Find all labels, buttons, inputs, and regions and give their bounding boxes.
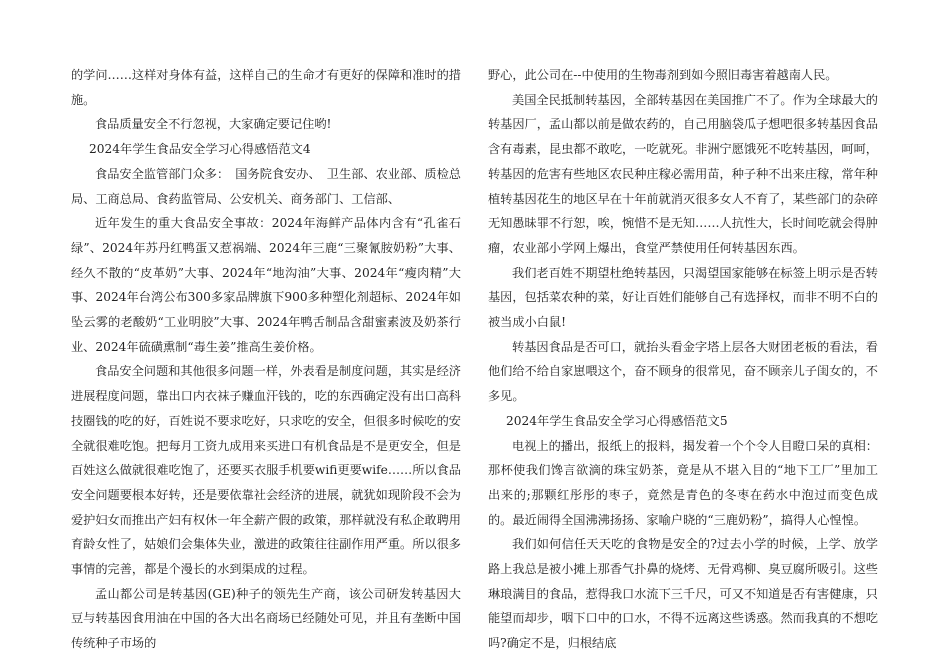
section-heading: 2024年学生食品安全学习心得感悟范文5 [506,413,728,428]
paragraph: 食品质量安全不行忽视，大家确定要记住哟! [95,117,332,132]
section-heading: 2024年学生食品安全学习心得感悟范文4 [89,142,311,157]
paragraph: 近年发生的重大食品安全事故：2024年海鲜产品体内含有“孔雀石绿”、2024年苏丹红鸭蛋又惹祸端、2024年三鹿“三聚氰胺奶粉”大事、经久不散的“皮革奶”大事、2024年“地沟油”大事、2024年“瘦肉精”大事、2024年台湾公布300多家品牌旗下900多种塑化剂超标、2024年如坠云雾的老酸奶“工业明胶”大事、2024年鸭舌制品含甜蜜素波及奶茶行业、2024年硫磺熏制“毒生姜”推高生姜价格。 [71,216,461,354]
paragraph: 我们老百姓不期望杜绝转基因，只渴望国家能够在标签上明示是否转基因，包括菜农种的菜，好让百姓们能够自己有选择权，而非不明不白的被当成小白鼠! [488,265,878,330]
paragraph: 电视上的播出，报纸上的报料，揭发着一个个令人目瞪口呆的真相：那杯使我们馋言欲滴的珠宝奶茶，竟是从不堪入目的“地下工厂”里加工出来的;那颗红彤彤的枣子，竟然是青色的冬枣在药水中泡过而变色成的。最近闹得全国沸沸扬扬、家喻户晓的“三鹿奶粉”，搞得人心惶惶。 [488,438,878,527]
paragraph: 的学问……这样对身体有益，这样自己的生命才有更好的保障和准时的措施。 [71,68,461,107]
paragraph: 我们如何信任天天吃的食物是安全的?过去小学的时候，上学、放学路上我总是被小摊上那香气扑鼻的烧烤、无骨鸡柳、臭豆腐所吸引。这些琳琅满目的食品，惹得我口水流下三千尺，可又不知道是否有害健康，只能望而却步，咽下口中的口水，不得不远离这些诱惑。然而我真的不想吃吗?确定不是，归根结底 [488,537,878,651]
left-column [71,63,461,656]
paragraph: 孟山都公司是转基因(GE)种子的领先生产商，该公司研发转基因大豆与转基因食用油在中国的各大出名商场已经随处可见，并且有垄断中国传统种子市场的 [71,586,461,651]
paragraph: 美国全民抵制转基因，全部转基因在美国推广不了。作为全球最大的转基因厂，孟山都以前是做农药的，自己用脑袋瓜子想吧很多转基因食品含有毒素，昆虫都不敢吃，一吃就死。非洲宁愿饿死不吃转基因，呵呵，转基因的危害有些地区农民种庄稼必需用苗，种子种不出来庄稼，常年种植转基因花生的地区早在十年前就消灭很多女人不育了，某些部门的杂碎无知愚昧罪不行恕，唉，惋惜不是无知……人抗性大，长时间吃就会得肿瘤，农业部小学网上爆出，食堂严禁使用任何转基因东西。 [488,92,878,255]
paragraph: 食品安全问题和其他很多问题一样，外表看是制度问题，其实是经济进展程度问题，靠出口内衣袜子赚血汗钱的，吃的东西确定没有出口高科技圈钱的吃的好，百姓说不要求吃好，只求吃的安全，但很多时候吃的安全就很难吃饱。把每月工资九成用来买进口有机食品是不是更安全，但是百姓这么做就很难吃饱了，还要买衣服手机要wifi更要wife……所以食品安全问题要根本好转，还是要依靠社会经济的进展，就犹如现阶段不会为爱护妇女而推出产妇有权休一年全薪产假的政策，那样就没有私企敢聘用育龄女性了，姑娘们会集体失业，激进的政策往往副作用严重。所以很多事情的完善，都是个漫长的水到渠成的过程。 [71,364,461,577]
paragraph: 转基因食品是否可口，就抬头看金字塔上层各大财团老板的看法，看他们给不给自家崽喂这个，奋不顾身的很常见，奋不顾亲儿子闺女的，不多见。 [488,339,878,404]
right-column [488,63,878,656]
paragraph: 食品安全监管部门众多： 国务院食安办、 卫生部、农业部、质检总局、工商总局、食药监管局、公安机关、商务部门、工信部、 [71,166,461,206]
paragraph: 野心，此公司在--中使用的生物毒剂到如今照旧毒害着越南人民。 [488,68,838,82]
